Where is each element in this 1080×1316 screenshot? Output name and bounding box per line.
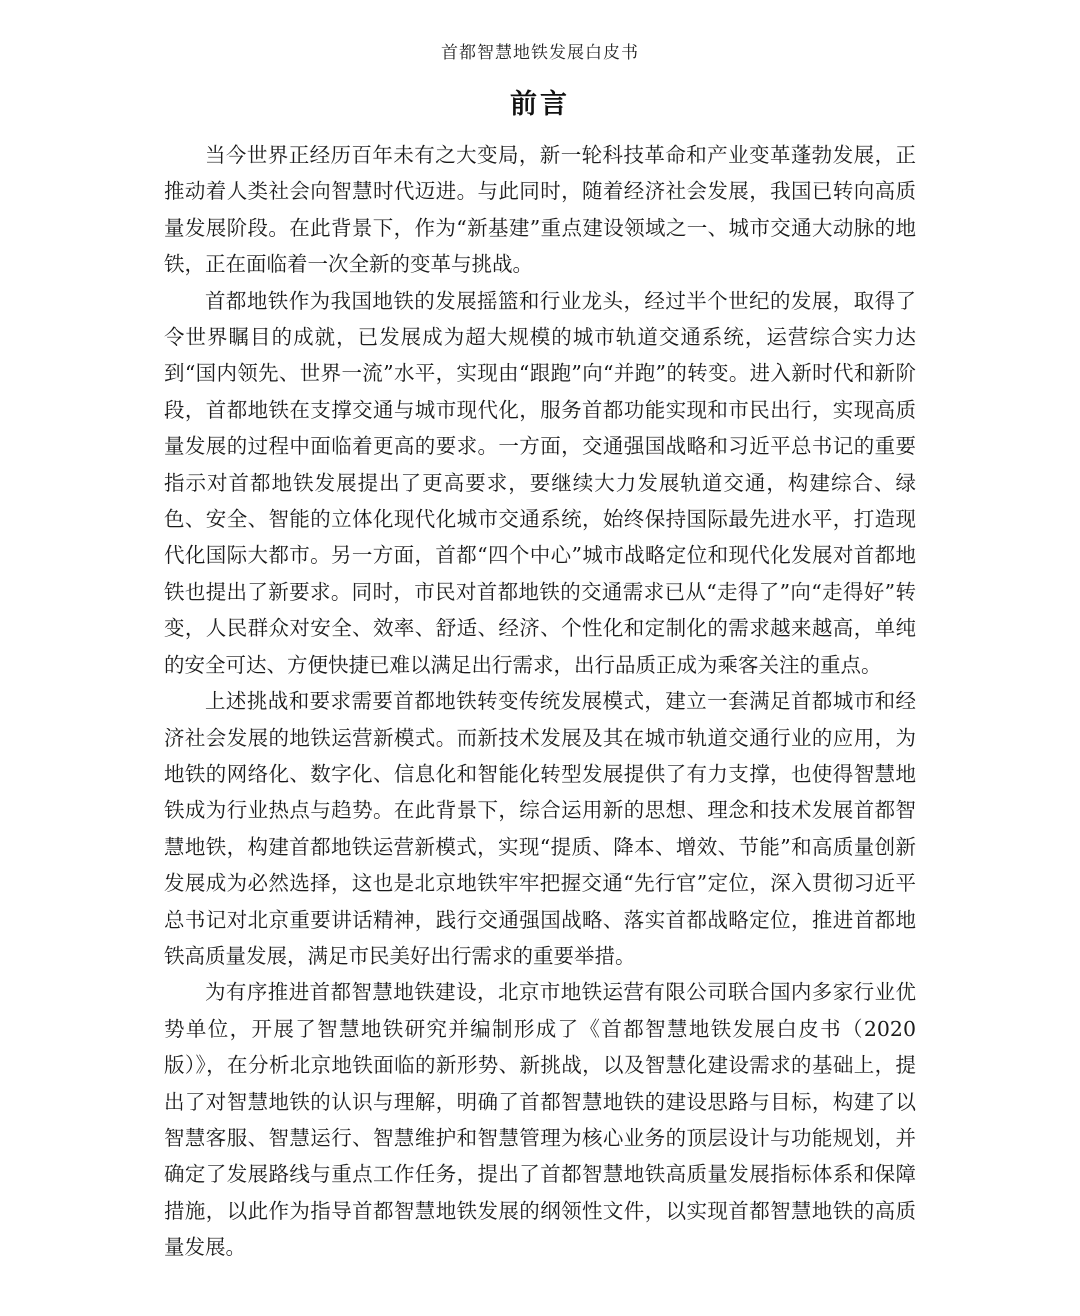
body-text: [164, 137, 916, 1266]
paragraph-1: 当今世界正经历百年未有之大变局，新一轮科技革命和产业变革蓬勃发展，正推动着人类社会向智慧时代迈进。与此同时，随着经济社会发展，我国已转向高质量发展阶段。在此背景下，作为“新基建”重点建设领域之一、城市交通大动脉的地铁，正在面临着一次全新的变革与挑战。: [164, 143, 916, 277]
section-title: 前言: [510, 89, 570, 120]
paragraph-2: 首都地铁作为我国地铁的发展摇篮和行业龙头，经过半个世纪的发展，取得了令世界瞩目的成就，已发展成为超大规模的城市轨道交通系统，运营综合实力达到“国内领先、世界一流”水平，实现由“跟跑”向“并跑”的转变。进入新时代和新阶段，首都地铁在支撑交通与城市现代化，服务首都功能实现和市民出行，实现高质量发展的过程中面临着更高的要求。一方面，交通强国战略和习近平总书记的重要指示对首都地铁发展提出了更高要求，要继续大力发展轨道交通，构建综合、绿色、安全、智能的立体化现代化城市交通系统，始终保持国际最先进水平，打造现代化国际大都市。另一方面，首都“四个中心”城市战略定位和现代化发展对首都地铁也提出了新要求。同时，市民对首都地铁的交通需求已从“走得了”向“走得好”转变，人民群众对安全、效率、舒适、经济、个性化和定制化的需求越来越高，单纯的安全可达、方便快捷已难以满足出行需求，出行品质正成为乘客关注的重点。: [164, 288, 916, 677]
running-header: 首都智慧地铁发展白皮书: [441, 43, 639, 63]
paragraph-4: 为有序推进首都智慧地铁建设，北京市地铁运营有限公司联合国内多家行业优势单位，开展了智慧地铁研究并编制形成了《首都智慧地铁发展白皮书（2020版）》，在分析北京地铁面临的新形势、新挑战，以及智慧化建设需求的基础上，提出了对智慧地铁的认识与理解，明确了首都智慧地铁的建设思路与目标，构建了以智慧客服、智慧运行、智慧维护和智慧管理为核心业务的顶层设计与功能规划，并确定了发展路线与重点工作任务，提出了首都智慧地铁高质量发展指标体系和保障措施，以此作为指导首都智慧地铁发展的纲领性文件，以实现首都智慧地铁的高质量发展。: [164, 980, 916, 1260]
paragraph-3: 上述挑战和要求需要首都地铁转变传统发展模式，建立一套满足首都城市和经济社会发展的地铁运营新模式。而新技术发展及其在城市轨道交通行业的应用，为地铁的网络化、数字化、信息化和智能化转型发展提供了有力支撑，也使得智慧地铁成为行业热点与趋势。在此背景下，综合运用新的思想、理念和技术发展首都智慧地铁，构建首都地铁运营新模式，实现“提质、降本、增效、节能”和高质量创新发展成为必然选择，这也是北京地铁牢牢把握交通“先行官”定位，深入贯彻习近平总书记对北京重要讲话精神，践行交通强国战略、落实首都战略定位，推进首都地铁高质量发展，满足市民美好出行需求的重要举措。: [164, 689, 916, 968]
